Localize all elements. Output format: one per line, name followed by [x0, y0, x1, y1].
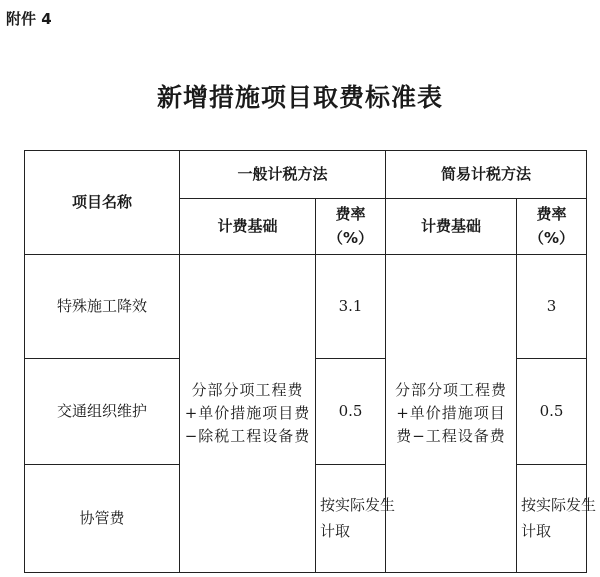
simple-basis-cell: 分部分项工程费+单价措施项目费−工程设备费 — [386, 255, 517, 573]
simple-method-header: 简易计税方法 — [386, 151, 587, 199]
item-name-header: 项目名称 — [25, 151, 180, 255]
simple-rate-header — [517, 199, 587, 255]
simple-rate-text: 按实际发生计取 — [521, 496, 597, 540]
general-basis-header: 计费基础 — [180, 199, 316, 255]
row-name: 协管费 — [25, 465, 180, 573]
general-rate-header-label: 费率 — [335, 205, 366, 224]
general-rate-unit: （%） — [327, 228, 374, 247]
table-row — [25, 255, 587, 359]
general-method-header: 一般计税方法 — [180, 151, 386, 199]
simple-rate-value — [517, 465, 597, 573]
row-name: 特殊施工降效 — [25, 255, 180, 359]
general-basis-cell: 分部分项工程费+单价措施项目费−除税工程设备费 — [180, 255, 316, 573]
row-name: 交通组织维护 — [25, 359, 180, 465]
simple-rate-unit: （%） — [529, 228, 575, 247]
fee-standard-table — [24, 150, 597, 573]
simple-basis-header: 计费基础 — [386, 199, 517, 255]
page-title: 新增措施项目取费标准表 — [156, 83, 443, 112]
attachment-label: 附件 4 — [6, 10, 52, 28]
general-rate-value: 3.1 — [316, 255, 386, 359]
simple-rate-value: 3 — [517, 255, 587, 359]
general-rate-text: 按实际发生计取 — [320, 496, 396, 540]
general-rate-value — [316, 465, 396, 573]
general-rate-header — [316, 199, 386, 255]
general-rate-value: 0.5 — [316, 359, 386, 465]
simple-rate-header-label: 费率 — [536, 205, 567, 224]
simple-rate-value: 0.5 — [517, 359, 587, 465]
